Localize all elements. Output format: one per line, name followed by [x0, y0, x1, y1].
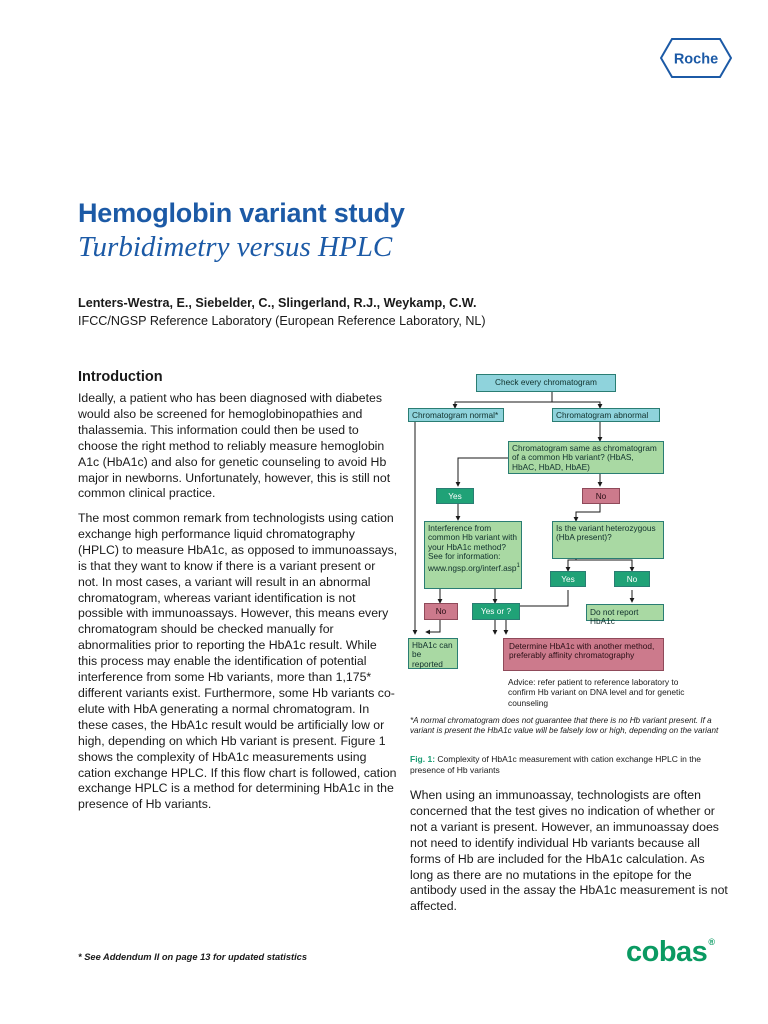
section-heading-introduction: Introduction — [78, 369, 163, 385]
fc-no-1: No — [582, 488, 620, 504]
fc-yes-or-unknown: Yes or ? — [472, 603, 520, 620]
fc-check-chromatogram: Check every chromatogram — [476, 374, 616, 392]
fc-yes-1: Yes — [436, 488, 474, 504]
fc-can-be-reported: HbA1c can be reported — [408, 638, 458, 669]
affiliation: IFCC/NGSP Reference Laboratory (European Reference Laboratory, NL) — [78, 314, 486, 328]
fc-heterozygous-question: Is the variant heterozygous (HbA present)? — [552, 521, 664, 559]
fc-determine-another-method: Determine HbA1c with another method, preferably affinity chromatography — [503, 638, 664, 671]
cobas-logo-text: cobas — [626, 936, 708, 968]
fc-advice: Advice: refer patient to reference laboratory to confirm Hb variant on DNA level and for genetic counseling — [508, 677, 685, 708]
fc-chromatogram-normal: Chromatogram normal* — [408, 408, 504, 422]
intro-paragraph-1: Ideally, a patient who has been diagnosed with diabetes would also be screened for hemoglobinopathies and thalassemia. This information could then be used to choose the right method to reliably measure hemoglobin A1c (HbA1c) and also for genetic counseling to avoid Hb major in newborns. Unfortunately, however, this is still not common clinical practice. — [78, 391, 391, 501]
intro-paragraph-3: When using an immunoassay, technologists are often concerned that the test gives no indication of whether or not a variant is present. However, an immunoassay does not need to identify individual Hb variants because all forms of Hb are included for the HbA1c calculation. As long as there are no mutations in the epitope for the antibody used in the assay the HbA1c measurement is not affected. — [410, 788, 728, 914]
fc-yes-2: Yes — [550, 571, 586, 587]
fc-interference-sup: 1 — [516, 562, 520, 569]
authors: Lenters-Westra, E., Siebelder, C., Slingerland, R.J., Weykamp, C.W. — [78, 296, 477, 310]
cobas-registered-mark: ® — [708, 937, 715, 947]
addendum-note: * See Addendum II on page 13 for updated statistics — [78, 952, 308, 962]
figure-label: Fig. 1: — [410, 754, 436, 764]
fc-interference-text: Interference from common Hb variant with your HbA1c method? See for information: www.ngsp.org/interf.asp — [428, 523, 517, 573]
fc-no-3: No — [424, 603, 458, 620]
fc-footnote: *A normal chromatogram does not guarantee that there is no Hb variant present. If a variant is present the HbA1c value will be falsely low or high, depending on the variant — [410, 716, 719, 736]
fc-do-not-report: Do not report HbA1c — [586, 604, 664, 621]
roche-logo — [660, 38, 732, 78]
cobas-logo — [626, 936, 714, 969]
fc-interference-question — [424, 521, 522, 589]
page-title: Hemoglobin variant study — [78, 198, 405, 228]
fc-chromatogram-abnormal: Chromatogram abnormal — [552, 408, 660, 422]
figure-caption — [410, 754, 730, 776]
fc-no-2: No — [614, 571, 650, 587]
roche-hexagon-icon — [660, 38, 732, 78]
intro-paragraph-2: The most common remark from technologists using cation exchange high performance liquid chromatography (HPLC) to measure HbA1c, as opposed to immunoassays, is that they want to know if there is a variant present or not. In most cases, a variant will result in an abnormal chromatogram, whereas variant identification is not possible with immunoassays. However, this means every chromatogram should be checked manually for abnormalities prior to reporting the HbA1c result. While this process may enable the identification of potential interference from some Hb variants, more than 1,175* different variants exist. Furthermore, some Hb variants co-elute with HbA generating a normal chromatogram. In these cases, the HbA1c result would be artificially low or high, depending on which Hb variant is present. Figure 1 shows the complexity of HbA1c measurements using cation exchange HPLC. If this flow chart is followed, cation exchange HPLC is a method for determining HbA1c in the presence of Hb variants. — [78, 511, 398, 812]
fc-same-as-common-variant: Chromatogram same as chromatogram of a common Hb variant? (HbAS, HbAC, HbAD, HbAE) — [508, 441, 664, 474]
roche-logo-text: Roche — [673, 51, 719, 68]
figure-caption-text: Complexity of HbA1c measurement with cation exchange HPLC in the presence of Hb variants — [410, 754, 702, 775]
page-subtitle: Turbidimetry versus HPLC — [78, 231, 393, 263]
